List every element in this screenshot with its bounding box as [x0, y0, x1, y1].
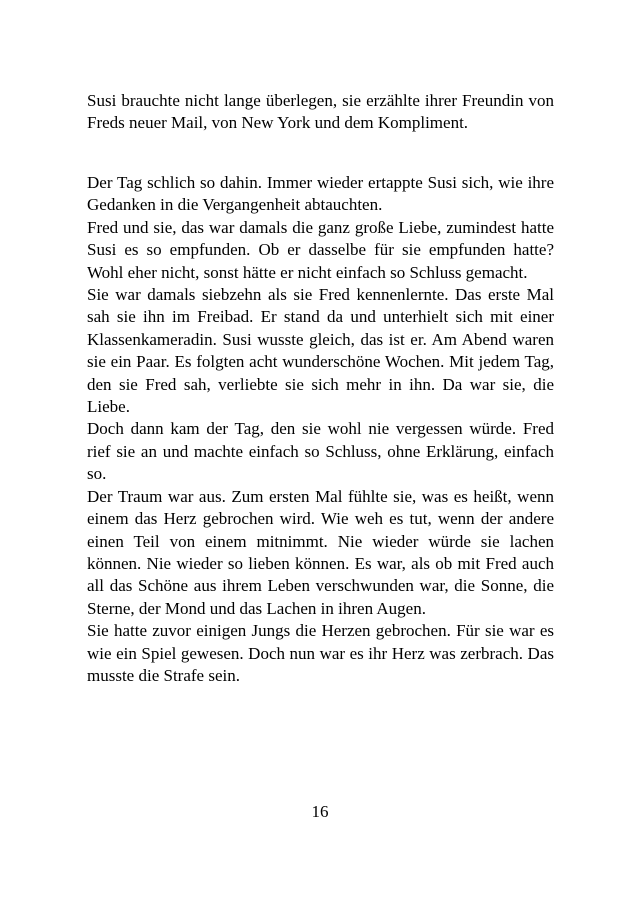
- paragraph-3: Sie war damals siebzehn als sie Fred kennenlernte. Das erste Mal sah sie ihn im Freibad. Er stand da und unterhielt sich mit einer Klassenkameradin. Susi wusste gleich, das ist er. Am Abend waren sie ein Paar. Es folgten acht wunderschöne Wochen. Mit jedem Tag, den sie Fred sah, verliebte sie sich mehr in ihn. Da war sie, die Liebe.: [87, 285, 554, 417]
- paragraph-1: Der Tag schlich so dahin. Immer wieder ertappte Susi sich, wie ihre Gedanken in die Vergangenheit abtauchten.: [87, 173, 554, 215]
- paragraph-5: Der Traum war aus. Zum ersten Mal fühlte sie, was es heißt, wenn einem das Herz gebrochen wird. Wie weh es tut, wenn der andere einen Teil von einem mitnimmt. Nie wieder würde sie lachen können. Nie wieder so lieben können. Es war, als ob mit Fred auch all das Schöne aus ihrem Leben verschwunden war, die Sonne, die Sterne, der Mond und das Lachen in ihren Augen.: [87, 486, 554, 618]
- intro-paragraph: Susi brauchte nicht lange überlegen, sie erzählte ihrer Freundin von Freds neuer Mail, von New York und dem Kompliment.: [87, 91, 554, 133]
- main-text-block: [87, 172, 554, 687]
- paragraph-4: Doch dann kam der Tag, den sie wohl nie vergessen würde. Fred rief sie an und machte einfach so Schluss, ohne Erklärung, einfach so.: [87, 419, 554, 484]
- paragraph-6: Sie hatte zuvor einigen Jungs die Herzen gebrochen. Für sie war es wie ein Spiel gewesen. Doch nun war es ihr Herz was zerbrach. Das musste die Strafe sein.: [87, 621, 554, 685]
- intro-paragraph-block: [87, 90, 554, 135]
- page-number: 16: [311, 802, 329, 821]
- paragraph-2: Fred und sie, das war damals die ganz große Liebe, zumindest hatte Susi es so empfunden. Ob er dasselbe für sie empfunden hatte? Wohl eher nicht, sonst hätte er nicht einfach so Schluss gemacht.: [87, 217, 554, 282]
